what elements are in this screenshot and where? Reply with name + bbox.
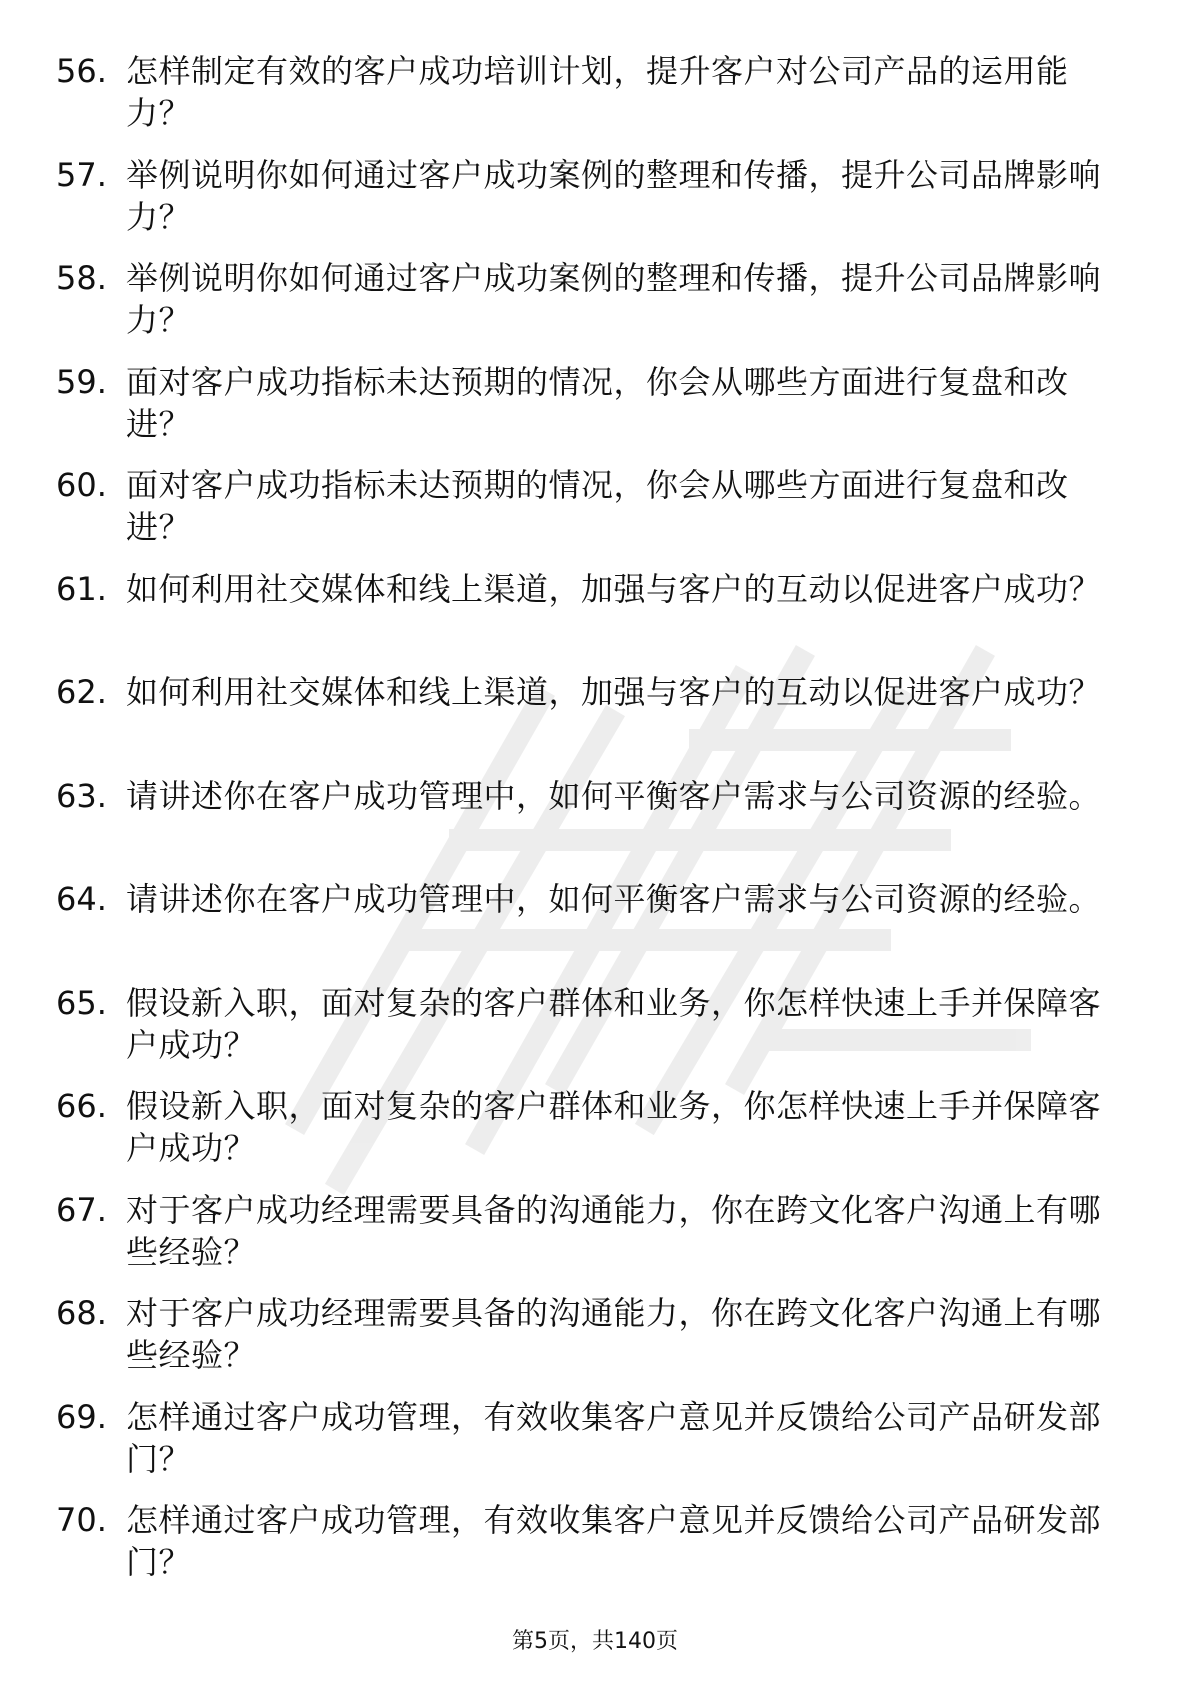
- question-text: 面对客户成功指标未达预期的情况，你会从哪些方面进行复盘和改进？: [126, 466, 1069, 546]
- question-item: [56, 1396, 1136, 1500]
- question-item: [56, 50, 1136, 154]
- question-number: 65.: [56, 983, 107, 1022]
- question-item: [56, 464, 1136, 568]
- question-text: 怎样制定有效的客户成功培训计划，提升客户对公司产品的运用能力？: [126, 52, 1069, 132]
- question-number: 69.: [56, 1397, 107, 1436]
- question-text: 怎样通过客户成功管理，有效收集客户意见并反馈给公司产品研发部门？: [126, 1397, 1102, 1478]
- question-item: [56, 775, 1136, 879]
- question-item: [56, 1189, 1136, 1293]
- question-list: [56, 50, 1136, 1603]
- question-number: 59.: [56, 362, 107, 401]
- question-text: 请讲述你在客户成功管理中，如何平衡客户需求与公司资源的经验。: [126, 880, 1102, 918]
- question-number: 68.: [56, 1294, 107, 1332]
- question-item: [56, 878, 1136, 982]
- question-item: [56, 154, 1136, 258]
- question-text: 对于客户成功经理需要具备的沟通能力，你在跨文化客户沟通上有哪些经验？: [126, 1294, 1102, 1374]
- question-item: [56, 1085, 1136, 1189]
- question-number: 58.: [56, 259, 107, 297]
- question-item: [56, 257, 1136, 361]
- question-number: 66.: [56, 1087, 107, 1125]
- question-number: 56.: [56, 52, 107, 90]
- question-text: 如何利用社交媒体和线上渠道，加强与客户的互动以促进客户成功？: [126, 569, 1102, 608]
- question-number: 63.: [56, 776, 107, 815]
- question-number: 61.: [56, 569, 107, 608]
- question-text: 举例说明你如何通过客户成功案例的整理和传播，提升公司品牌影响力？: [126, 259, 1102, 339]
- question-item: [56, 361, 1136, 465]
- page-number-label: 第5页，共140页: [512, 1629, 678, 1654]
- question-number: 67.: [56, 1190, 107, 1229]
- question-item: [56, 568, 1136, 672]
- question-text: 面对客户成功指标未达预期的情况，你会从哪些方面进行复盘和改进？: [126, 362, 1069, 443]
- question-number: 70.: [56, 1501, 107, 1539]
- question-text: 如何利用社交媒体和线上渠道，加强与客户的互动以促进客户成功？: [126, 673, 1102, 711]
- question-text: 假设新入职，面对复杂的客户群体和业务，你怎样快速上手并保障客户成功？: [126, 983, 1102, 1064]
- question-item: [56, 982, 1136, 1086]
- page-footer: [0, 1628, 1190, 1656]
- question-item: [56, 1292, 1136, 1396]
- question-text: 举例说明你如何通过客户成功案例的整理和传播，提升公司品牌影响力？: [126, 155, 1102, 236]
- question-number: 60.: [56, 466, 107, 504]
- question-number: 62.: [56, 673, 107, 711]
- question-text: 对于客户成功经理需要具备的沟通能力，你在跨文化客户沟通上有哪些经验？: [126, 1190, 1102, 1271]
- question-item: [56, 1499, 1136, 1603]
- question-number: 64.: [56, 880, 107, 918]
- question-item: [56, 671, 1136, 775]
- question-number: 57.: [56, 155, 107, 194]
- question-text: 假设新入职，面对复杂的客户群体和业务，你怎样快速上手并保障客户成功？: [126, 1087, 1102, 1167]
- question-text: 请讲述你在客户成功管理中，如何平衡客户需求与公司资源的经验。: [126, 776, 1102, 815]
- question-text: 怎样通过客户成功管理，有效收集客户意见并反馈给公司产品研发部门？: [126, 1501, 1102, 1581]
